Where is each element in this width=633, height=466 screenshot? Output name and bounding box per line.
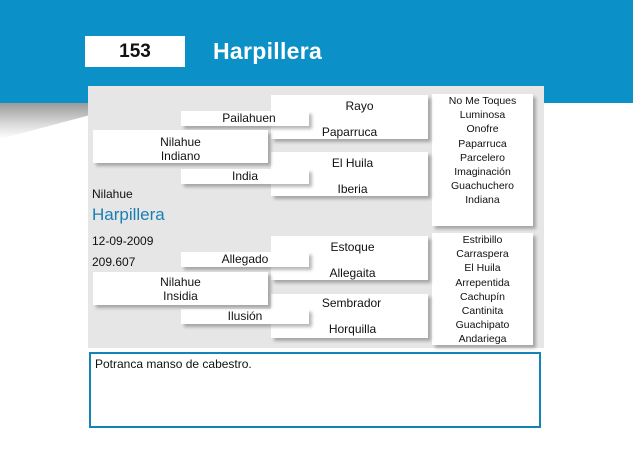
gen3-name: El Huila [331, 156, 374, 170]
gen4-item: Carraspera [456, 248, 509, 261]
gen3-name: Sembrador [321, 296, 382, 310]
gen4-item: Parcelero [460, 151, 505, 164]
sire-box [93, 130, 268, 163]
sire-dam-label: India [181, 169, 309, 184]
gen3-name: Iberia [337, 182, 368, 196]
gen4-top-list [432, 94, 533, 226]
gen4-item: Cantinita [461, 305, 504, 318]
gen4-item: Luminosa [459, 109, 506, 122]
gen4-item: No Me Toques [448, 95, 517, 107]
gen4-item: Imaginación [454, 166, 511, 179]
dam-sire-label: Allegado [181, 252, 309, 267]
subject-registration: 209.607 [92, 255, 136, 269]
gen4-item: Paparruca [458, 137, 507, 150]
gen3-name: Paparruca [321, 125, 378, 139]
sire-name: Indiano [160, 149, 201, 163]
lot-number: 153 [85, 36, 185, 67]
dam-box [93, 272, 268, 305]
page-title: Harpillera [213, 38, 323, 64]
gen4-bottom-list [432, 233, 533, 345]
gen4-item: Cachupín [460, 290, 505, 303]
gen4-item: Arrepentida [455, 276, 510, 289]
sire-prefix: Nilahue [160, 135, 201, 149]
gen3-name: Rayo [345, 99, 374, 113]
gen4-item: Andariega [458, 333, 507, 346]
subject-prefix: Nilahue [92, 187, 133, 201]
gen4-item: Indiana [465, 194, 500, 207]
gen4-item: El Huila [464, 262, 501, 275]
gen3-name: Allegaita [329, 266, 376, 280]
subject-name: Harpillera [92, 205, 165, 224]
remarks-box [89, 352, 541, 428]
remarks-text: Potranca manso de cabestro. [95, 357, 252, 371]
dam-prefix: Nilahue [160, 275, 201, 289]
dam-dam-label: Ilusión [181, 309, 309, 324]
gen4-item: Estribillo [462, 234, 503, 246]
gen3-name: Horquilla [328, 322, 377, 336]
banner-shadow [0, 103, 88, 139]
subject-birth-date: 12-09-2009 [92, 234, 154, 248]
gen3-name: Estoque [330, 240, 375, 254]
sire-sire-label: Pailahuen [181, 111, 309, 126]
gen4-item: Guachuchero [450, 180, 515, 193]
gen4-item: Guachipato [455, 319, 510, 332]
gen4-item: Onofre [466, 123, 499, 136]
dam-name: Insidia [163, 289, 198, 303]
